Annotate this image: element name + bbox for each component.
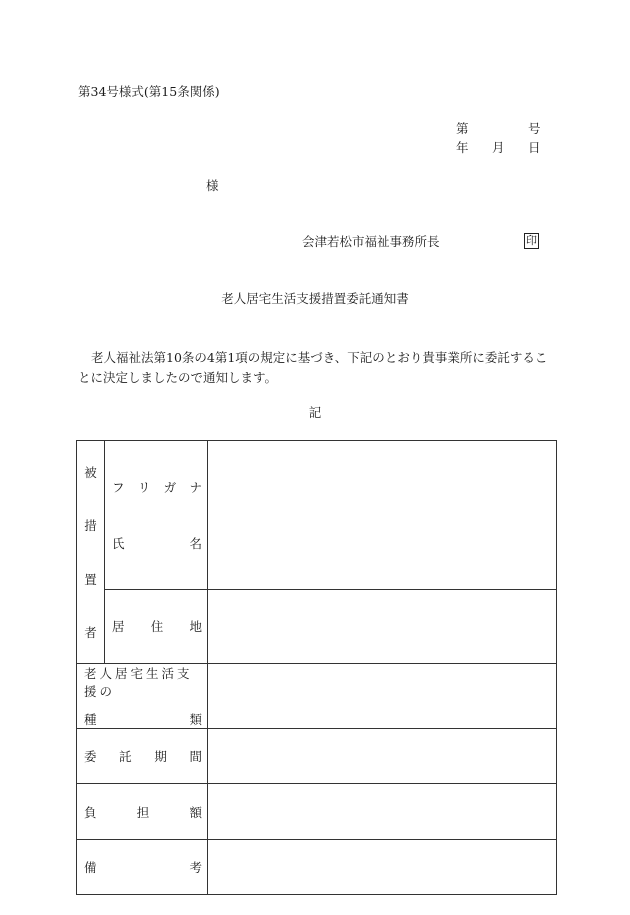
name-label-cell	[105, 441, 208, 590]
body-paragraph: 老人福祉法第10条の4第1項の規定に基づき、下記のとおり貴事業所に委託することに決定しましたので通知します。	[78, 350, 548, 385]
date-month: 月	[492, 140, 505, 155]
address-label: 居 住 地	[112, 619, 202, 635]
remarks-label-cell	[77, 840, 208, 895]
details-table	[76, 440, 557, 895]
group-char: 被	[84, 464, 97, 480]
name-value-cell[interactable]	[208, 441, 557, 590]
period-value-cell[interactable]	[208, 729, 557, 784]
remarks-label: 備 考	[84, 860, 202, 875]
period-label-cell	[77, 729, 208, 784]
service-type-line1: 老人居宅生活支援の	[84, 666, 193, 699]
furigana-label: フ リ ガ ナ	[112, 479, 202, 495]
period-label: 委 託 期 間	[84, 749, 202, 764]
date-day: 日	[528, 140, 541, 155]
subject-group-label	[77, 441, 105, 664]
service-type-label-cell	[77, 664, 208, 729]
service-type-line2: 種 類	[84, 712, 202, 727]
sender-name: 会津若松市福祉事務所長	[302, 234, 440, 249]
address-label-cell	[105, 589, 208, 663]
cost-label: 負 担 額	[84, 804, 202, 820]
issue-number-suffix: 号	[528, 121, 541, 136]
addressee-honorific: 様	[206, 178, 219, 193]
address-value-cell[interactable]	[208, 589, 557, 663]
remarks-value-cell[interactable]	[208, 840, 557, 895]
group-char: 措	[84, 518, 97, 534]
cost-label-cell	[77, 784, 208, 840]
group-char: 置	[84, 571, 97, 587]
date-year: 年	[456, 140, 469, 155]
service-type-value-cell[interactable]	[208, 664, 557, 729]
group-char: 者	[84, 625, 97, 641]
name-label: 氏 名	[112, 535, 202, 551]
form-number: 第34号様式(第15条関係)	[78, 84, 220, 99]
document-title: 老人居宅生活支援措置委託通知書	[221, 291, 409, 306]
seal-mark: 印	[526, 234, 537, 247]
issue-number-prefix: 第	[456, 121, 469, 136]
ki-heading: 記	[308, 405, 322, 420]
cost-value-cell[interactable]	[208, 784, 557, 840]
